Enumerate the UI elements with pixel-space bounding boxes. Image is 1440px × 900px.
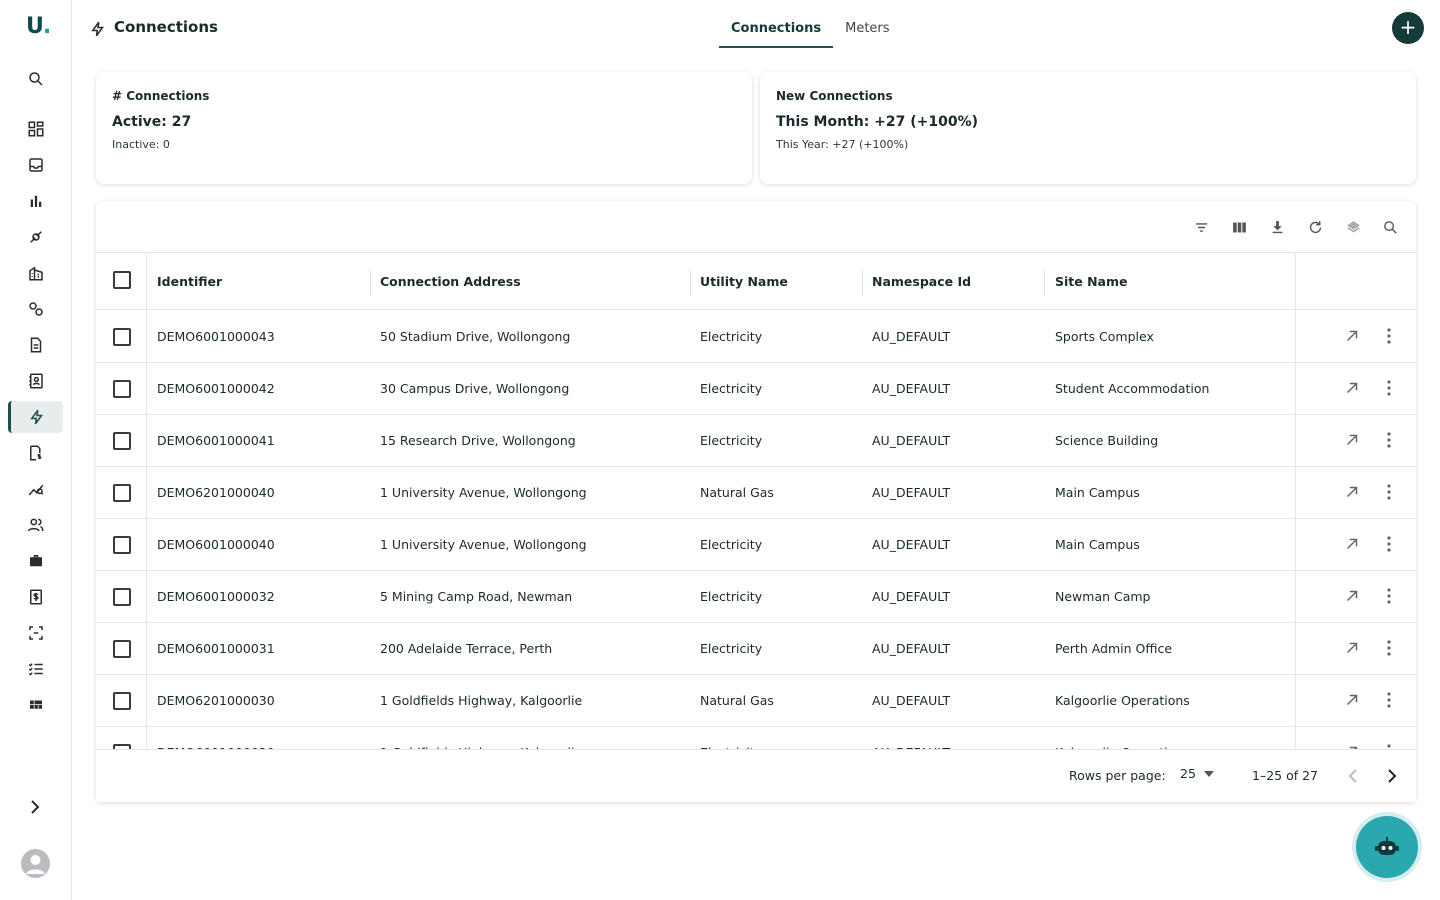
- dashboard-icon: [27, 120, 45, 138]
- utility-name-cell: Natural Gas: [700, 485, 774, 500]
- table-row[interactable]: [96, 363, 1416, 415]
- table-pagination: [96, 749, 1416, 802]
- utility-name-cell: Electricity: [700, 433, 763, 448]
- column-divider[interactable]: [690, 270, 691, 296]
- refresh-button[interactable]: [1305, 217, 1325, 237]
- row-actions: [1296, 467, 1416, 519]
- rows-per-page-label: Rows per page:: [1069, 768, 1166, 783]
- plug-icon: [27, 228, 45, 246]
- row-checkbox[interactable]: [113, 640, 131, 658]
- search-table-button[interactable]: [1380, 217, 1400, 237]
- row-actions: [1296, 623, 1416, 675]
- columns-button[interactable]: [1229, 217, 1249, 237]
- identifier-cell: DEMO6201000040: [157, 485, 275, 500]
- bar-chart-icon: [27, 192, 45, 210]
- identifier-cell: DEMO6001000032: [157, 589, 275, 604]
- site-name-cell: Main Campus: [1055, 537, 1140, 552]
- site-name-cell: Sports Complex: [1055, 329, 1154, 344]
- column-header-namespace-id[interactable]: Namespace Id: [872, 274, 972, 289]
- select-all-checkbox[interactable]: [113, 271, 131, 289]
- add-connection-button[interactable]: +: [1392, 12, 1424, 44]
- sidebar-item-inbox[interactable]: [8, 149, 63, 181]
- row-actions: [1296, 415, 1416, 467]
- open-in-new-icon[interactable]: [1343, 691, 1361, 709]
- more-vertical-icon[interactable]: [1382, 379, 1396, 397]
- table-body: [96, 311, 1416, 749]
- tab-bar: [719, 10, 902, 48]
- table-row[interactable]: [96, 675, 1416, 727]
- namespace-id-cell: AU_DEFAULT: [872, 641, 951, 656]
- new-connections-card: [760, 72, 1416, 184]
- connection-address-cell: 1 Goldfields Highway, Kalgoorlie: [380, 693, 583, 708]
- avatar[interactable]: [21, 849, 50, 878]
- more-vertical-icon[interactable]: [1382, 327, 1396, 345]
- document-icon: [27, 336, 45, 354]
- sidebar-item-invoices[interactable]: [8, 437, 63, 469]
- site-name-cell: Student Accommodation: [1055, 381, 1210, 396]
- connection-address-cell: 15 Research Drive, Wollongong: [380, 433, 576, 448]
- row-actions: [1296, 519, 1416, 571]
- sidebar-item-integrations[interactable]: [8, 221, 63, 253]
- layers-icon: [1345, 219, 1362, 236]
- filter-icon: [1193, 219, 1210, 236]
- more-vertical-icon[interactable]: [1382, 535, 1396, 553]
- download-icon: [1269, 219, 1286, 236]
- row-checkbox[interactable]: [113, 588, 131, 606]
- sidebar-item-reports[interactable]: [8, 185, 63, 217]
- connection-address-cell: 50 Stadium Drive, Wollongong: [380, 329, 571, 344]
- table-row[interactable]: [96, 571, 1416, 623]
- user-avatar-icon: [21, 849, 50, 878]
- connection-address-cell: 5 Mining Camp Road, Newman: [380, 589, 573, 604]
- namespace-id-cell: AU_DEFAULT: [872, 381, 951, 396]
- more-vertical-icon[interactable]: [1382, 587, 1396, 605]
- row-actions: [1296, 363, 1416, 415]
- row-checkbox[interactable]: [113, 328, 131, 346]
- briefcase-icon: [27, 552, 45, 570]
- connection-address-cell: 30 Campus Drive, Wollongong: [380, 381, 570, 396]
- more-vertical-icon[interactable]: [1382, 639, 1396, 657]
- building-icon: [27, 264, 45, 282]
- contacts-icon: [27, 372, 45, 390]
- row-checkbox[interactable]: [113, 484, 131, 502]
- row-actions: [1296, 571, 1416, 623]
- row-checkbox[interactable]: [113, 536, 131, 554]
- expand-sidebar-button[interactable]: [24, 796, 46, 818]
- inbox-icon: [27, 156, 45, 174]
- page-title: Connections: [114, 18, 218, 36]
- search-icon: [1382, 219, 1399, 236]
- identifier-cell: DEMO6001000043: [157, 329, 275, 344]
- robot-icon: [1374, 836, 1400, 858]
- location-icon: [27, 300, 45, 318]
- more-vertical-icon[interactable]: [1382, 691, 1396, 709]
- sidebar-item-connections[interactable]: [8, 401, 63, 433]
- sidebar-item-portfolio[interactable]: [8, 545, 63, 577]
- filter-button[interactable]: [1191, 217, 1211, 237]
- table-row[interactable]: [96, 311, 1416, 363]
- sidebar-item-documents[interactable]: [8, 329, 63, 361]
- namespace-id-cell: AU_DEFAULT: [872, 693, 951, 708]
- sidebar-item-locations[interactable]: [8, 293, 63, 325]
- namespace-id-cell: AU_DEFAULT: [872, 589, 951, 604]
- sidebar-item-modules[interactable]: [8, 689, 63, 721]
- column-header-identifier[interactable]: Identifier: [157, 274, 223, 289]
- rows-per-page-select[interactable]: [1180, 766, 1214, 781]
- table-row[interactable]: [96, 415, 1416, 467]
- chevron-left-icon: [1348, 769, 1358, 783]
- column-header-site-name[interactable]: Site Name: [1055, 274, 1128, 289]
- sidebar-item-scan[interactable]: [8, 617, 63, 649]
- layers-button[interactable]: [1343, 217, 1363, 237]
- open-in-new-icon[interactable]: [1343, 379, 1361, 397]
- utility-name-cell: Electricity: [700, 381, 763, 396]
- sidebar-item-dashboard[interactable]: [8, 113, 63, 145]
- open-in-new-icon[interactable]: [1343, 431, 1361, 449]
- card-sub-value: Inactive: 0: [112, 138, 170, 151]
- app-logo[interactable]: U.: [26, 14, 51, 39]
- assistant-bot-button[interactable]: [1356, 816, 1418, 878]
- download-button[interactable]: [1267, 217, 1287, 237]
- open-in-new-icon[interactable]: [1343, 535, 1361, 553]
- column-divider[interactable]: [862, 270, 863, 296]
- connections-table-panel: [96, 201, 1416, 802]
- chevron-right-icon: [29, 800, 41, 814]
- table-row[interactable]: [96, 519, 1416, 571]
- open-in-new-icon[interactable]: [1343, 483, 1361, 501]
- connections-count-card: [96, 72, 752, 184]
- table-header: [96, 254, 1416, 310]
- utility-name-cell: Electricity: [700, 537, 763, 552]
- users-icon: [27, 516, 45, 534]
- tab-meters[interactable]: Meters: [845, 21, 890, 36]
- rows-per-page-value: 25: [1180, 766, 1196, 781]
- identifier-cell: DEMO6001000040: [157, 537, 275, 552]
- open-in-new-icon[interactable]: [1343, 587, 1361, 605]
- card-sub-value: This Year: +27 (+100%): [776, 138, 909, 151]
- columns-icon: [1231, 219, 1248, 236]
- identifier-cell: DEMO6001000031: [157, 641, 275, 656]
- row-checkbox[interactable]: [113, 380, 131, 398]
- utility-name-cell: Electricity: [700, 589, 763, 604]
- card-label: # Connections: [112, 89, 210, 103]
- billing-icon: [27, 588, 45, 606]
- utility-name-cell: Electricity: [700, 641, 763, 656]
- namespace-id-cell: AU_DEFAULT: [872, 485, 951, 500]
- caret-down-icon: [1204, 771, 1214, 777]
- card-main-value: This Month: +27 (+100%): [776, 114, 979, 130]
- row-checkbox[interactable]: [113, 432, 131, 450]
- sidebar: [0, 0, 72, 900]
- column-header-connection-address[interactable]: Connection Address: [380, 274, 521, 289]
- utility-name-cell: Natural Gas: [700, 693, 774, 708]
- card-label: New Connections: [776, 89, 893, 103]
- next-page-button[interactable]: [1381, 765, 1403, 787]
- identifier-cell: DEMO6001000041: [157, 433, 275, 448]
- column-divider[interactable]: [370, 270, 371, 296]
- grid-icon: [27, 696, 45, 714]
- namespace-id-cell: AU_DEFAULT: [872, 433, 951, 448]
- site-name-cell: Science Building: [1055, 433, 1159, 448]
- column-header-utility-name[interactable]: Utility Name: [700, 274, 788, 289]
- sidebar-item-contacts[interactable]: [8, 365, 63, 397]
- bolt-icon: [89, 19, 107, 39]
- search-icon: [27, 70, 45, 88]
- connection-address-cell: 1 University Avenue, Wollongong: [380, 537, 587, 552]
- sidebar-item-tasks[interactable]: [8, 653, 63, 685]
- site-name-cell: Perth Admin Office: [1055, 641, 1173, 656]
- row-actions: [1296, 311, 1416, 363]
- previous-page-button[interactable]: [1342, 765, 1364, 787]
- scan-icon: [27, 624, 45, 642]
- open-in-new-icon[interactable]: [1343, 639, 1361, 657]
- open-in-new-icon[interactable]: [1343, 327, 1361, 345]
- card-main-value: Active: 27: [112, 114, 192, 130]
- table-row[interactable]: [96, 467, 1416, 519]
- tab-connections[interactable]: Connections: [719, 10, 833, 48]
- connection-address-cell: 200 Adelaide Terrace, Perth: [380, 641, 553, 656]
- column-divider[interactable]: [1044, 270, 1045, 296]
- more-vertical-icon[interactable]: [1382, 483, 1396, 501]
- namespace-id-cell: AU_DEFAULT: [872, 329, 951, 344]
- identifier-cell: DEMO6001000042: [157, 381, 275, 396]
- connection-address-cell: 1 University Avenue, Wollongong: [380, 485, 587, 500]
- site-name-cell: Kalgoorlie Operations: [1055, 693, 1190, 708]
- namespace-id-cell: AU_DEFAULT: [872, 537, 951, 552]
- refresh-icon: [1307, 219, 1324, 236]
- analytics-icon: [27, 480, 45, 498]
- table-row[interactable]: [96, 623, 1416, 675]
- pagination-range: 1–25 of 27: [1252, 768, 1319, 783]
- sidebar-item-analytics[interactable]: [8, 473, 63, 505]
- sidebar-item-users[interactable]: [8, 509, 63, 541]
- utility-name-cell: Electricity: [700, 329, 763, 344]
- more-vertical-icon[interactable]: [1382, 431, 1396, 449]
- identifier-cell: DEMO6201000030: [157, 693, 275, 708]
- bolt-icon: [28, 408, 46, 426]
- sidebar-item-search[interactable]: [8, 63, 63, 95]
- sidebar-item-buildings[interactable]: [8, 257, 63, 289]
- sidebar-item-billing[interactable]: [8, 581, 63, 613]
- chevron-right-icon: [1387, 769, 1397, 783]
- site-name-cell: Main Campus: [1055, 485, 1140, 500]
- site-name-cell: Newman Camp: [1055, 589, 1151, 604]
- invoice-icon: [27, 444, 45, 462]
- table-toolbar: [96, 201, 1416, 253]
- row-checkbox[interactable]: [113, 692, 131, 710]
- checklist-icon: [27, 660, 45, 678]
- row-actions: [1296, 675, 1416, 727]
